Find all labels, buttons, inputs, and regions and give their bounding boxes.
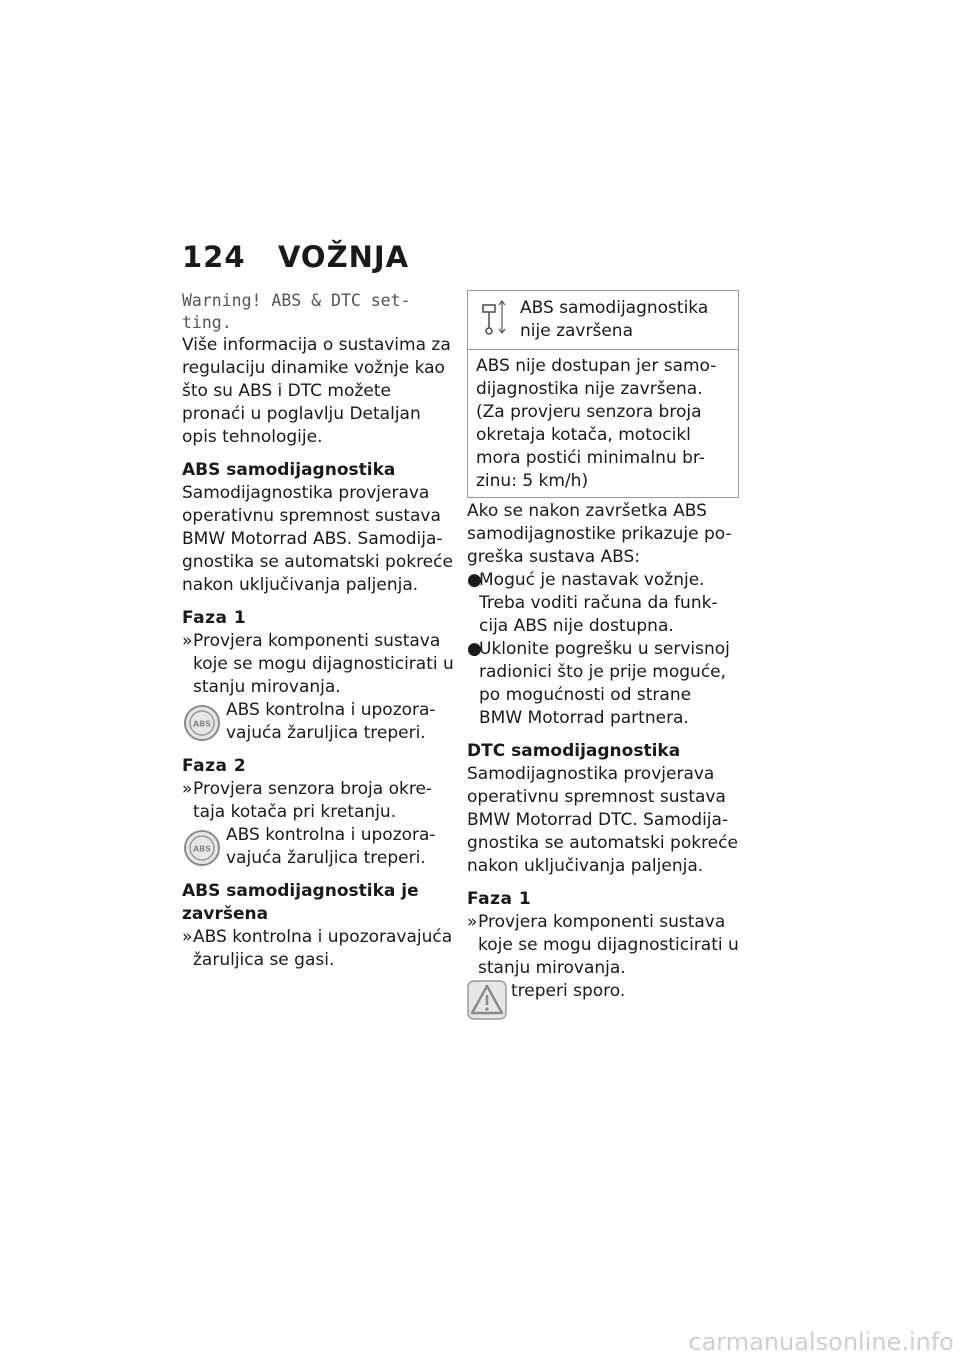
abs-icon-text: ABS bbox=[192, 844, 212, 854]
intro-paragraph: Više informacija o sustavima za regulaciju dinamike vožnje kao što su ABS i DTC možete pronaći u poglavlju Detaljan opis tehnologije. bbox=[182, 335, 451, 447]
phase1-heading: Faza 1 bbox=[182, 608, 247, 628]
tire-pressure-gauge-icon bbox=[480, 297, 508, 337]
bullet2-text: Uklonite pogrešku u servisnoj radionici što je prije moguće, po mogućnosti od strane BMW Motorrad partnera. bbox=[479, 639, 730, 728]
phase2-lamp bbox=[182, 824, 454, 870]
phase1-step bbox=[182, 630, 454, 699]
bullet-marker: ● bbox=[467, 570, 482, 590]
watermark: carmanualsonline.info bbox=[688, 1328, 954, 1356]
phase2-heading: Faza 2 bbox=[182, 756, 247, 776]
notice-title: ABS samodijagnostika nije završena bbox=[520, 298, 709, 341]
after-notice-paragraph: Ako se nakon završetka ABS samodijagnostike prikazuje po-greška sustava ABS: bbox=[467, 501, 732, 567]
notice-header bbox=[468, 291, 738, 350]
page-header bbox=[182, 240, 409, 274]
page-number: 124 bbox=[182, 240, 246, 274]
warning-code: Warning! ABS & DTC set-ting. bbox=[182, 291, 411, 332]
phase1-step-text: Provjera komponenti sustava koje se mogu dijagnosticirati u stanju mirovanja. bbox=[193, 631, 454, 697]
step-marker: » bbox=[182, 779, 193, 799]
dtc-heading: DTC samodijagnostika bbox=[467, 741, 681, 761]
abs-icon-text: ABS bbox=[192, 719, 212, 729]
notice-box bbox=[467, 290, 739, 498]
right-column bbox=[467, 290, 739, 1020]
left-column bbox=[182, 290, 454, 972]
step-marker: » bbox=[182, 631, 193, 651]
dtc-paragraph: Samodijagnostika provjerava operativnu spremnost sustava BMW Motorrad DTC. Samodija-gnostika se automatski pokreće nakon uključivanja paljenja. bbox=[467, 764, 738, 876]
dtc-phase1-lamp bbox=[467, 980, 739, 1020]
phase1-lamp-text: ABS kontrolna i upozora-vajuća žaruljica treperi. bbox=[226, 700, 436, 743]
chapter-title: VOŽNJA bbox=[278, 240, 410, 274]
phase1-lamp bbox=[182, 699, 454, 745]
general-warning-lamp-icon bbox=[467, 980, 507, 1020]
bullet-item bbox=[467, 638, 739, 730]
bullet1-text: Moguć je nastavak vožnje. Treba voditi računa da funk-cija ABS nije dostupna. bbox=[479, 570, 718, 636]
step-marker: » bbox=[182, 927, 193, 947]
abs-warning-lamp-icon bbox=[182, 703, 222, 743]
bullet-marker: ● bbox=[467, 639, 482, 659]
abs-heading: ABS samodijagnostika bbox=[182, 460, 396, 480]
phase2-lamp-text: ABS kontrolna i upozora-vajuća žaruljica treperi. bbox=[226, 825, 436, 868]
phase2-step bbox=[182, 778, 454, 824]
step-marker: » bbox=[467, 912, 478, 932]
abs-paragraph: Samodijagnostika provjerava operativnu spremnost sustava BMW Motorrad ABS. Samodija-gnostika se automatski pokreće nakon uključivanja paljenja. bbox=[182, 483, 453, 595]
bullet-item bbox=[467, 569, 739, 638]
dtc-phase1-lamp-text: treperi sporo. bbox=[511, 981, 626, 1001]
done-step-text: ABS kontrolna i upozoravajuća žaruljica se gasi. bbox=[193, 927, 453, 970]
dtc-phase1-step-text: Provjera komponenti sustava koje se mogu dijagnosticirati u stanju mirovanja. bbox=[478, 912, 739, 978]
done-heading: ABS samodijagnostika je završena bbox=[182, 881, 419, 924]
dtc-phase1-heading: Faza 1 bbox=[467, 889, 532, 909]
abs-warning-lamp-icon bbox=[182, 828, 222, 868]
dtc-phase1-step bbox=[467, 911, 739, 980]
notice-body: ABS nije dostupan jer samo-dijagnostika nije završena. (Za provjeru senzora broja okretaja kotača, motocikl mora postići minimalnu br-zinu: 5 km/h) bbox=[476, 356, 717, 491]
phase2-step-text: Provjera senzora broja okre-taja kotača pri kretanju. bbox=[193, 779, 433, 822]
done-step bbox=[182, 926, 454, 972]
